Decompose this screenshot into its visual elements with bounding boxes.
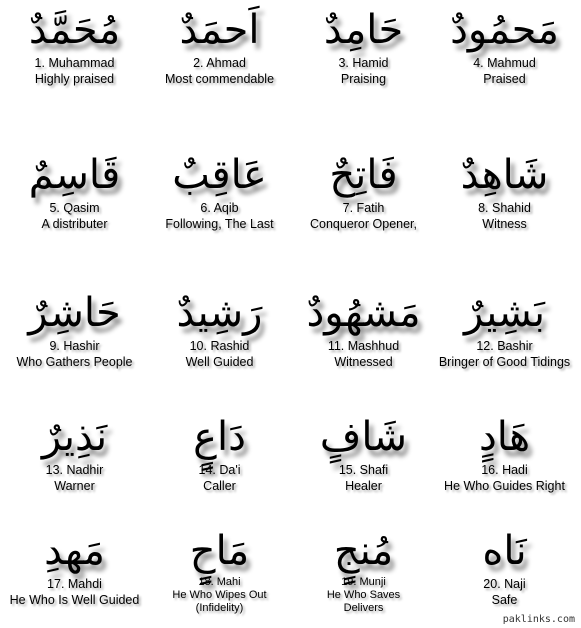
name-transliteration: 2. Ahmad bbox=[193, 56, 246, 70]
name-transliteration: 20. Naji bbox=[483, 577, 526, 591]
arabic-name: اَحمَدٌ bbox=[179, 7, 260, 53]
name-card bbox=[147, 526, 292, 615]
name-meaning: Highly praised bbox=[34, 72, 115, 86]
name-transliteration: 16. Hadi bbox=[481, 463, 528, 477]
name-meaning: He Who Wipes Out bbox=[172, 589, 267, 601]
arabic-name: مُحَمَّدٌ bbox=[28, 7, 121, 53]
name-meaning: Most commendable bbox=[164, 72, 275, 86]
arabic-name: مَشهُودٌ bbox=[306, 290, 421, 336]
name-transliteration: 17. Mahdi bbox=[47, 577, 102, 591]
name-transliteration: 8. Shahid bbox=[478, 201, 531, 215]
name-card bbox=[291, 526, 436, 615]
name-transliteration: 1. Muhammad bbox=[34, 56, 115, 70]
arabic-name: فَاتِحٌ bbox=[329, 152, 398, 198]
name-transliteration: 7. Fatih bbox=[342, 201, 385, 215]
name-transliteration: 3. Hamid bbox=[338, 56, 389, 70]
name-card bbox=[2, 526, 147, 608]
name-transliteration: 13. Nadhir bbox=[45, 463, 104, 477]
name-card bbox=[432, 412, 577, 494]
arabic-name: شَاهِدٌ bbox=[460, 152, 549, 198]
name-meaning: Safe bbox=[491, 593, 518, 607]
arabic-name: حَاشِرٌ bbox=[28, 290, 121, 336]
name-card bbox=[432, 5, 577, 87]
name-meaning-continued: Delivers bbox=[343, 602, 384, 614]
name-transliteration: 19. Munji bbox=[341, 576, 386, 588]
name-transliteration: 14. Da'i bbox=[198, 463, 241, 477]
name-meaning: A distributer bbox=[41, 217, 108, 231]
arabic-name: نَاه bbox=[482, 528, 527, 574]
arabic-name: بَشِيرٌ bbox=[464, 290, 545, 336]
name-card bbox=[2, 412, 147, 494]
name-meaning: Witnessed bbox=[334, 355, 393, 369]
name-meaning: Conqueror Opener, bbox=[309, 217, 417, 231]
name-card bbox=[291, 288, 436, 370]
arabic-name: نَذِيرٌ bbox=[41, 414, 108, 460]
name-meaning: Healer bbox=[345, 479, 382, 493]
name-card bbox=[147, 5, 292, 87]
name-meaning: He Who Is Well Guided bbox=[9, 593, 140, 607]
name-meaning: He Who Guides Right bbox=[444, 479, 565, 493]
name-card bbox=[147, 412, 292, 494]
site-watermark: paklinks.com bbox=[502, 614, 575, 625]
arabic-name: مَاحٍ bbox=[189, 528, 250, 574]
name-card bbox=[432, 150, 577, 232]
name-card bbox=[147, 288, 292, 370]
name-meaning: Well Guided bbox=[185, 355, 254, 369]
name-transliteration: 12. Bashir bbox=[476, 339, 533, 353]
name-transliteration: 18. Mahi bbox=[198, 576, 241, 588]
name-card bbox=[2, 288, 147, 370]
name-card bbox=[291, 5, 436, 87]
name-transliteration: 15. Shafi bbox=[338, 463, 389, 477]
name-card bbox=[2, 150, 147, 232]
name-meaning: Warner bbox=[54, 479, 95, 493]
name-meaning-continued: (Infidelity) bbox=[195, 602, 244, 614]
arabic-name: هَادٍ bbox=[478, 414, 531, 460]
arabic-name: حَامِدٌ bbox=[323, 7, 404, 53]
arabic-name: مَحمُودٌ bbox=[450, 7, 559, 53]
name-meaning: He Who Saves bbox=[326, 589, 401, 601]
name-card bbox=[291, 150, 436, 232]
arabic-name: مُنجٍ bbox=[333, 528, 394, 574]
arabic-name: مَهدِ bbox=[44, 528, 105, 574]
name-transliteration: 5. Qasim bbox=[49, 201, 100, 215]
name-meaning: Praising bbox=[340, 72, 387, 86]
name-transliteration: 11. Mashhud bbox=[327, 339, 400, 353]
name-transliteration: 6. Aqib bbox=[200, 201, 239, 215]
arabic-name: عَاقِبٌ bbox=[172, 152, 267, 198]
name-transliteration: 9. Hashir bbox=[49, 339, 100, 353]
name-card bbox=[291, 412, 436, 494]
name-meaning: Caller bbox=[203, 479, 236, 493]
name-meaning: Who Gathers People bbox=[16, 355, 133, 369]
arabic-name: رَشِيدٌ bbox=[176, 290, 263, 336]
name-card bbox=[2, 5, 147, 87]
name-meaning: Following, The Last bbox=[165, 217, 274, 231]
name-meaning: Praised bbox=[483, 72, 526, 86]
name-meaning: Bringer of Good Tidings bbox=[438, 355, 571, 369]
name-card bbox=[147, 150, 292, 232]
name-meaning: Witness bbox=[482, 217, 527, 231]
name-transliteration: 4. Mahmud bbox=[473, 56, 536, 70]
arabic-name: دَاعٍ bbox=[193, 414, 246, 460]
name-card bbox=[432, 526, 577, 608]
name-transliteration: 10. Rashid bbox=[189, 339, 250, 353]
name-card bbox=[432, 288, 577, 370]
arabic-name: شَافٍ bbox=[319, 414, 408, 460]
arabic-name: قَاسِمٌ bbox=[28, 152, 121, 198]
